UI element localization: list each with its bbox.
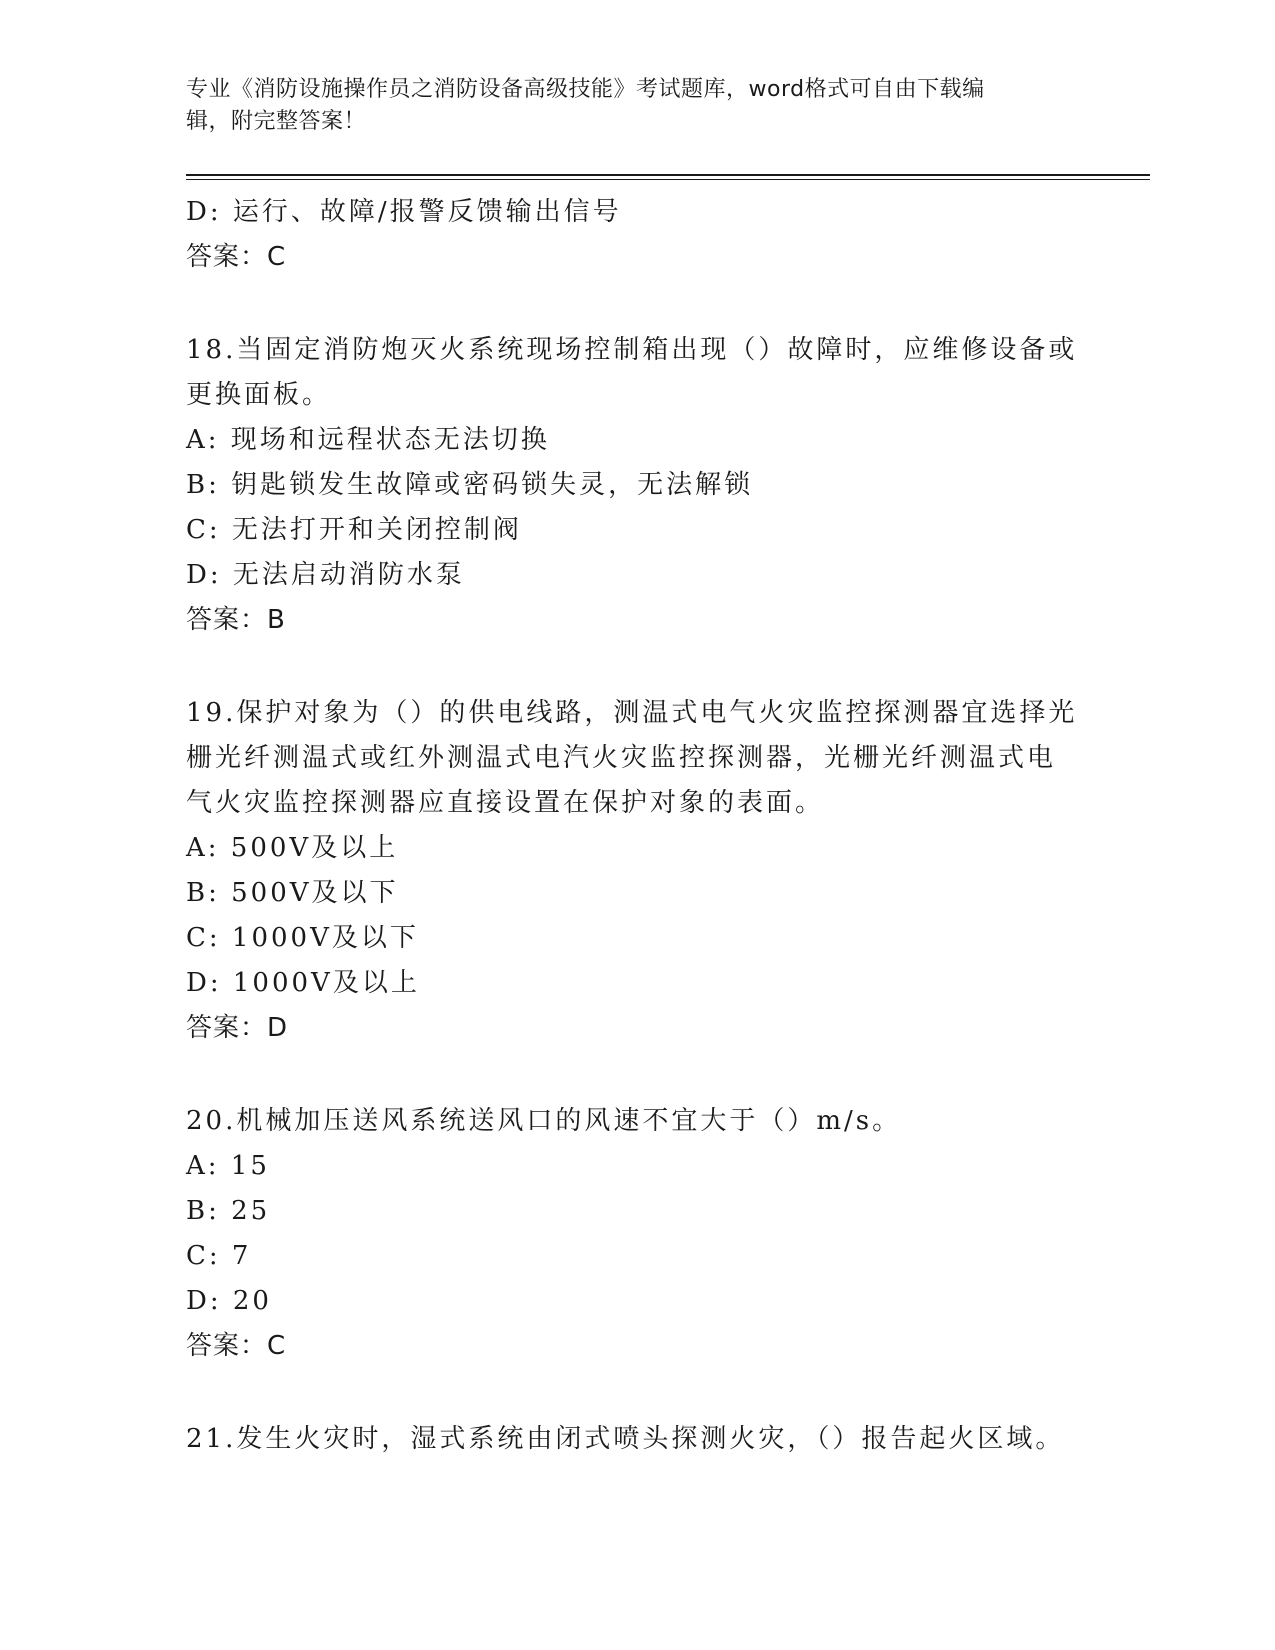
partial-question xyxy=(186,190,1086,280)
question-text-line: 更换面板。 xyxy=(186,380,332,410)
question-19 xyxy=(186,691,1086,1051)
document-header xyxy=(186,74,1066,138)
question-text-line: 气火灾监控探测器应直接设置在保护对象的表面。 xyxy=(186,788,825,818)
option-d: D: 20 xyxy=(186,1286,272,1316)
question-18 xyxy=(186,328,1086,643)
option-a: A: 15 xyxy=(186,1151,270,1181)
option-d: D: 1000V及以上 xyxy=(186,968,420,998)
option-d: D: 无法启动消防水泵 xyxy=(186,560,465,590)
answer-line: 答案：C xyxy=(186,242,287,272)
question-21 xyxy=(186,1417,1086,1462)
question-text-line: 19.保护对象为（）的供电线路，测温式电气火灾监控探测器宜选择光 xyxy=(186,698,1078,728)
option-b: B: 25 xyxy=(186,1196,271,1226)
question-text-line: 栅光纤测温式或红外测温式电汽火灾监控探测器，光栅光纤测温式电 xyxy=(186,743,1057,773)
answer-line: 答案：B xyxy=(186,605,286,635)
option-c: C: 7 xyxy=(186,1241,252,1271)
option-b: B: 500V及以下 xyxy=(186,878,399,908)
option-c: C: 1000V及以下 xyxy=(186,923,419,953)
question-text-line: 21.发生火灾时，湿式系统由闭式喷头探测火灾，（）报告起火区域。 xyxy=(186,1424,1065,1454)
question-text-line: 18.当固定消防炮灭火系统现场控制箱出现（）故障时，应维修设备或 xyxy=(186,335,1078,365)
header-line-1: 专业《消防设施操作员之消防设备高级技能》考试题库，word格式可自由下载编 xyxy=(186,77,985,102)
question-20 xyxy=(186,1099,1086,1369)
question-list xyxy=(186,190,1086,1462)
option-a: A: 500V及以上 xyxy=(186,833,399,863)
option-c: C: 无法打开和关闭控制阀 xyxy=(186,515,522,545)
question-text-line: 20.机械加压送风系统送风口的风速不宜大于（）m/s。 xyxy=(186,1106,902,1136)
header-line-2: 辑，附完整答案！ xyxy=(186,109,367,134)
header-divider-thick xyxy=(186,174,1150,176)
answer-line: 答案：C xyxy=(186,1331,287,1361)
option-a: A: 现场和远程状态无法切换 xyxy=(186,425,550,455)
option-b: B: 钥匙锁发生故障或密码锁失灵，无法解锁 xyxy=(186,470,754,500)
header-divider-thin xyxy=(186,179,1150,180)
answer-line: 答案：D xyxy=(186,1013,289,1043)
option-d: D: 运行、故障/报警反馈输出信号 xyxy=(186,197,622,227)
